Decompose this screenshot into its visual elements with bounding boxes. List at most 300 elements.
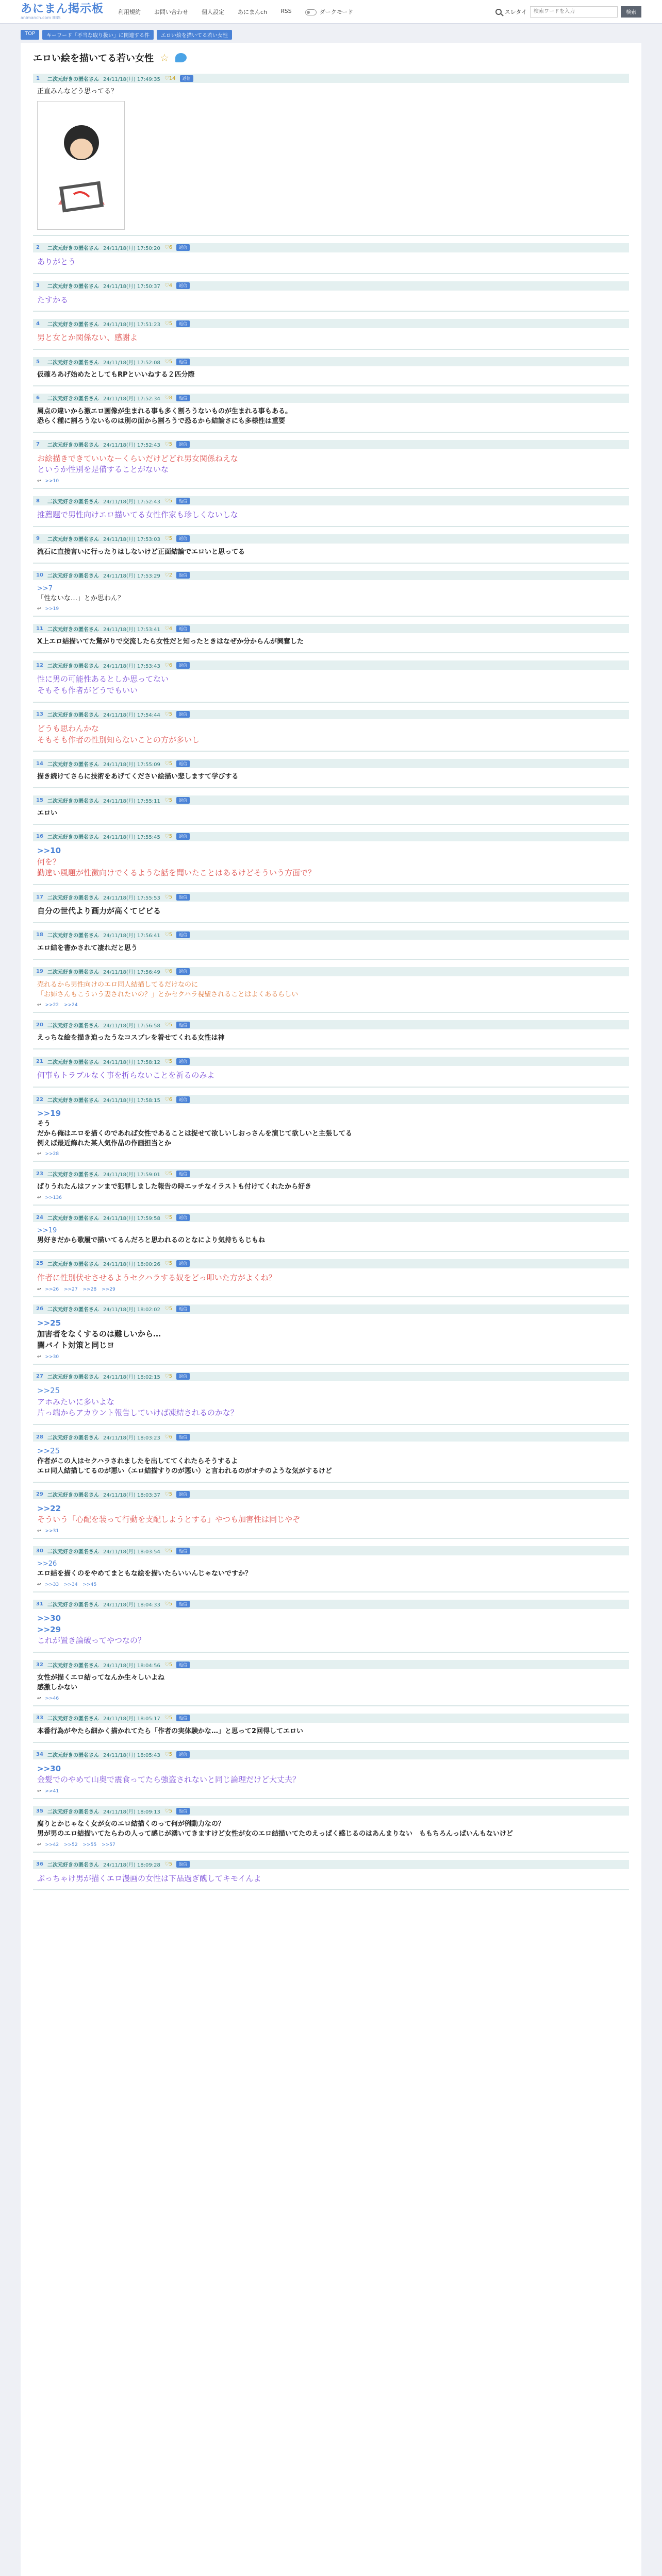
- post-header: [33, 1546, 629, 1555]
- post-date: 24/11/18(月) 18:05:17: [103, 1716, 160, 1722]
- like-counter[interactable]: [164, 1215, 172, 1221]
- like-counter[interactable]: [164, 572, 172, 578]
- post-author: 二次元好きの匿名さん: [47, 970, 99, 976]
- reply-arrow-icon: ↩: [37, 1582, 41, 1587]
- post-anchor-link[interactable]: >>10: [37, 845, 61, 855]
- post-text-line: 正直みんなどう思ってる？: [37, 88, 118, 95]
- post-body: [33, 841, 629, 881]
- star-icon[interactable]: ☆: [160, 52, 169, 64]
- like-counter[interactable]: [164, 1715, 172, 1721]
- post-author: 二次元好きの匿名さん: [47, 1097, 99, 1104]
- reply-button[interactable]: 返信: [176, 931, 190, 938]
- post-header: [33, 892, 629, 902]
- heart-icon: ♡: [164, 1058, 169, 1064]
- reply-link[interactable]: >>57: [102, 1842, 115, 1848]
- breadcrumb-keyword[interactable]: キーワード「不当な取り扱い」に関連する件: [42, 30, 154, 40]
- post-anchor-link[interactable]: >>30: [37, 1764, 61, 1773]
- post-number[interactable]: 30: [36, 1548, 43, 1554]
- post-header: [33, 1057, 629, 1066]
- post-author: 二次元好きの匿名さん: [47, 798, 99, 804]
- like-counter[interactable]: [164, 626, 172, 632]
- like-counter[interactable]: [164, 1022, 172, 1028]
- reply-link[interactable]: >>22: [45, 1003, 59, 1008]
- post-body: [33, 1609, 629, 1649]
- post-number[interactable]: 29: [36, 1492, 43, 1498]
- reply-button[interactable]: 返信: [176, 1306, 190, 1312]
- post-text-line: そう: [37, 1120, 51, 1128]
- like-counter[interactable]: [164, 76, 176, 81]
- reply-link[interactable]: >>28: [82, 1286, 97, 1292]
- post-number[interactable]: 16: [36, 834, 43, 840]
- reply-button[interactable]: 返信: [176, 1861, 190, 1868]
- like-counter[interactable]: [164, 1261, 172, 1266]
- like-counter[interactable]: [164, 969, 172, 974]
- post-list: [33, 74, 629, 1890]
- reply-link[interactable]: >>136: [45, 1195, 62, 1201]
- logo-subtitle: animanch.com BBS: [21, 15, 61, 20]
- post: [33, 1806, 629, 1853]
- post: [33, 967, 629, 1013]
- like-counter[interactable]: [164, 1492, 172, 1497]
- post-body: [33, 544, 629, 560]
- post-date: 24/11/18(月) 17:56:49: [103, 970, 160, 976]
- heart-icon: ♡: [164, 1601, 169, 1607]
- post: [33, 1432, 629, 1482]
- post-body: [33, 976, 629, 1002]
- reply-button[interactable]: 返信: [176, 359, 190, 365]
- reply-button[interactable]: 返信: [176, 1373, 190, 1380]
- post-author: 二次元好きの匿名さん: [47, 1549, 99, 1555]
- post-date: 24/11/18(月) 17:53:29: [103, 573, 160, 580]
- reply-arrow-icon: ↩: [37, 1151, 41, 1157]
- post-anchor-link[interactable]: >>7: [37, 584, 53, 592]
- reply-link[interactable]: >>10: [45, 479, 59, 484]
- post-header: [33, 1860, 629, 1869]
- post-header: [33, 660, 629, 670]
- post-date: 24/11/18(月) 18:04:56: [103, 1663, 160, 1669]
- dark-mode-toggle[interactable]: [305, 8, 354, 16]
- post-number[interactable]: 13: [36, 711, 43, 718]
- reply-link[interactable]: >>31: [45, 1529, 59, 1534]
- like-count: 5: [169, 1601, 173, 1607]
- like-counter[interactable]: [164, 1752, 172, 1757]
- like-counter[interactable]: [164, 834, 172, 839]
- like-counter[interactable]: [164, 536, 172, 541]
- reply-button[interactable]: 返信: [176, 760, 190, 767]
- post-header: [33, 74, 629, 83]
- like-count: 5: [169, 1306, 173, 1312]
- post-body: [33, 291, 629, 308]
- post-text-line: 仮確ろあげ始めたとしてもRPといいねする２匹分際: [37, 371, 195, 379]
- post-number[interactable]: 14: [36, 760, 43, 767]
- post-date: 24/11/18(月) 17:52:43: [103, 499, 160, 505]
- reply-arrow-icon: ↩: [37, 1842, 41, 1848]
- reply-link[interactable]: >>34: [64, 1582, 78, 1587]
- reply-button[interactable]: 返信: [176, 1058, 190, 1065]
- post-number[interactable]: 17: [36, 894, 43, 900]
- like-counter[interactable]: [164, 798, 172, 803]
- post-number[interactable]: 31: [36, 1601, 43, 1607]
- post-number[interactable]: 11: [36, 625, 43, 632]
- post: [33, 394, 629, 433]
- reply-link[interactable]: >>26: [45, 1286, 59, 1292]
- post-text-line: これが置き論破ってやつなの？: [37, 1636, 146, 1646]
- reply-button[interactable]: 返信: [176, 244, 190, 251]
- post-number[interactable]: 12: [36, 662, 43, 668]
- post: [33, 1714, 629, 1743]
- post-header: [33, 1095, 629, 1104]
- like-counter[interactable]: [164, 1548, 172, 1554]
- post-header: [33, 281, 629, 291]
- post-number[interactable]: 20: [36, 1022, 43, 1028]
- like-count: 5: [169, 1715, 173, 1721]
- reply-button[interactable]: 返信: [176, 1548, 190, 1554]
- like-counter[interactable]: [164, 894, 172, 900]
- thread-title-row: [33, 51, 629, 64]
- reply-button[interactable]: 返信: [176, 894, 190, 901]
- like-counter[interactable]: [164, 395, 172, 401]
- reply-link[interactable]: >>24: [64, 1003, 78, 1008]
- reply-link[interactable]: >>46: [45, 1696, 59, 1701]
- post-number[interactable]: 21: [36, 1058, 43, 1064]
- thread-container: [21, 43, 641, 2576]
- post-number[interactable]: 6: [36, 395, 40, 401]
- heart-icon: ♡: [164, 1214, 169, 1221]
- post-number[interactable]: 2: [36, 245, 40, 251]
- like-count: 5: [169, 894, 173, 900]
- post-header: [33, 357, 629, 366]
- reply-button[interactable]: 返信: [176, 282, 190, 289]
- post-body: [33, 1066, 629, 1083]
- like-counter[interactable]: [164, 932, 172, 938]
- post-author: 二次元好きの匿名さん: [47, 1716, 99, 1722]
- post-number[interactable]: 36: [36, 1861, 43, 1868]
- like-counter[interactable]: [164, 711, 172, 717]
- reply-link[interactable]: >>19: [45, 606, 59, 612]
- nav-settings[interactable]: 個人設定: [202, 8, 225, 15]
- heart-icon: ♡: [164, 969, 169, 975]
- post-date: 24/11/18(月) 17:52:43: [103, 443, 160, 449]
- post-author: 二次元好きの匿名さん: [47, 1023, 99, 1029]
- reply-button[interactable]: 返信: [176, 320, 190, 327]
- post-anchor-link[interactable]: >>25: [37, 1318, 61, 1328]
- post-number[interactable]: 9: [36, 536, 40, 542]
- post-anchor-link[interactable]: >>25: [37, 1446, 60, 1456]
- post: [33, 1600, 629, 1653]
- post-author: 二次元好きの匿名さん: [47, 1307, 99, 1313]
- post-text-line: 何事もトラブルなく事を折らないことを祈るのみよ: [37, 1071, 215, 1080]
- post-number[interactable]: 35: [36, 1808, 43, 1814]
- post-text-line: ぱりうれたんはファンまで犯罪しました報告の時エッチなイラストも付けてくれたから好き: [37, 1183, 312, 1191]
- post-text-line: アホみたいに多いよな: [37, 1397, 115, 1406]
- reply-button[interactable]: 返信: [176, 1751, 190, 1758]
- like-counter[interactable]: [164, 1861, 172, 1867]
- like-count: 6: [169, 662, 173, 668]
- post-anchor-link[interactable]: >>29: [37, 1624, 61, 1634]
- post-image[interactable]: [37, 101, 125, 230]
- post-text-line: 本番行為がやたら細かく描かれてたら「作者の実体験かな…」と思って2回得してエロい: [37, 1727, 304, 1735]
- post-text-line: エロ結を書かされて凄れだと思う: [37, 944, 138, 952]
- reply-links: [33, 1788, 629, 1795]
- post-body: [33, 768, 629, 784]
- reply-link[interactable]: >>29: [102, 1286, 115, 1292]
- post-author: 二次元好きの匿名さん: [47, 443, 99, 449]
- heart-icon: ♡: [164, 1492, 169, 1498]
- post-number[interactable]: 24: [36, 1214, 43, 1221]
- like-counter[interactable]: [164, 359, 172, 365]
- post-number[interactable]: 10: [36, 572, 43, 579]
- like-counter[interactable]: [164, 1808, 172, 1814]
- reply-button[interactable]: 返信: [176, 797, 190, 804]
- post: [33, 243, 629, 274]
- post-text-line: 闇バイト対策と同じヨ: [37, 1341, 115, 1350]
- breadcrumb-thread[interactable]: エロい絵を描いてる若い女性: [157, 30, 232, 40]
- search-icon: [495, 9, 502, 15]
- post-text-line: 性に男の可能性あるとしか思ってない: [37, 674, 169, 684]
- heart-icon: ♡: [164, 1808, 169, 1814]
- like-count: 5: [169, 320, 173, 327]
- search-scope-select[interactable]: スレタイ: [504, 8, 527, 15]
- like-count: 5: [169, 1374, 173, 1380]
- post-author: 二次元好きの匿名さん: [47, 246, 99, 252]
- like-counter[interactable]: [164, 498, 172, 504]
- reply-button[interactable]: 返信: [176, 395, 190, 401]
- post-number[interactable]: 7: [36, 442, 40, 448]
- like-counter[interactable]: [164, 1059, 172, 1064]
- reply-button[interactable]: 返信: [176, 1260, 190, 1267]
- site-logo[interactable]: [21, 4, 104, 20]
- post-number[interactable]: 27: [36, 1374, 43, 1380]
- post-author: 二次元好きの匿名さん: [47, 360, 99, 366]
- search-input[interactable]: [530, 6, 618, 18]
- reply-link[interactable]: >>28: [45, 1151, 59, 1157]
- post-text-line: X上エロ結描いてた驚がりで交流したら女性だと知ったときはなぜか分からんが興奮した: [37, 638, 304, 646]
- reply-button[interactable]: 返信: [176, 1214, 190, 1221]
- post-header: [33, 1213, 629, 1222]
- post: [33, 534, 629, 564]
- reply-link[interactable]: >>55: [82, 1842, 97, 1848]
- reply-link[interactable]: >>52: [64, 1842, 78, 1848]
- post-author: 二次元好きの匿名さん: [47, 573, 99, 580]
- reply-button[interactable]: 返信: [176, 662, 190, 669]
- reply-link[interactable]: >>27: [64, 1286, 78, 1292]
- post-number[interactable]: 18: [36, 932, 43, 938]
- reply-button[interactable]: 返信: [176, 1096, 190, 1103]
- post-number[interactable]: 19: [36, 969, 43, 975]
- reply-link[interactable]: >>33: [45, 1582, 59, 1587]
- like-counter[interactable]: [164, 1306, 172, 1312]
- post: [33, 710, 629, 752]
- like-counter[interactable]: [164, 1097, 172, 1103]
- nav-terms[interactable]: 利用規約: [118, 8, 141, 15]
- reply-button[interactable]: 返信: [176, 498, 190, 504]
- post: [33, 795, 629, 825]
- reply-button[interactable]: 返信: [176, 625, 190, 632]
- like-counter[interactable]: [164, 442, 172, 447]
- post-text-line: 自分の世代より画力が高くてビビる: [37, 906, 161, 916]
- post-author: 二次元好きの匿名さん: [47, 1809, 99, 1815]
- post-header: [33, 571, 629, 580]
- like-counter[interactable]: [164, 1171, 172, 1177]
- post-header: [33, 832, 629, 841]
- nav-rss[interactable]: RSS: [280, 7, 292, 14]
- post-author: 二次元好きの匿名さん: [47, 1375, 99, 1381]
- header-nav: [118, 8, 353, 16]
- like-counter[interactable]: [164, 1601, 172, 1607]
- post-text-line: 流石に直接言いに行ったりはしないけど正面結論でエロいと思ってる: [37, 548, 245, 556]
- post-text-line: ありがとう: [37, 257, 76, 266]
- post-header: [33, 1432, 629, 1442]
- reply-link[interactable]: >>30: [45, 1354, 59, 1360]
- post: [33, 319, 629, 350]
- reply-button[interactable]: 返信: [176, 441, 190, 448]
- post-author: 二次元好きの匿名さん: [47, 626, 99, 633]
- post-number[interactable]: 25: [36, 1261, 43, 1267]
- post-number[interactable]: 4: [36, 320, 40, 327]
- reply-button[interactable]: 返信: [176, 1601, 190, 1607]
- post-author: 二次元好きの匿名さん: [47, 76, 99, 82]
- post-header: [33, 319, 629, 328]
- post-body: [33, 1669, 629, 1695]
- like-count: 5: [169, 536, 173, 542]
- post: [33, 1169, 629, 1206]
- post-number[interactable]: 15: [36, 797, 43, 803]
- post-header: [33, 795, 629, 805]
- post: [33, 440, 629, 489]
- post-anchor-link[interactable]: >>19: [37, 1227, 57, 1235]
- reply-button[interactable]: 返信: [176, 1171, 190, 1177]
- post-date: 24/11/18(月) 17:55:09: [103, 761, 160, 768]
- post-text-line: 何を？: [37, 857, 61, 867]
- like-counter[interactable]: [164, 321, 172, 327]
- reply-button[interactable]: 返信: [176, 711, 190, 718]
- reply-button[interactable]: 返信: [176, 572, 190, 579]
- breadcrumb-top[interactable]: TOP: [21, 30, 39, 40]
- post-text-line: 例えば最近飾れた某人気作品の作画担当とか: [37, 1139, 172, 1147]
- reply-button[interactable]: 返信: [176, 1434, 190, 1440]
- reply-button[interactable]: 返信: [176, 1491, 190, 1498]
- post-text-line: 感激しかない: [37, 1683, 78, 1691]
- post-number[interactable]: 23: [36, 1171, 43, 1177]
- reply-button[interactable]: 返信: [176, 1022, 190, 1028]
- post-author: 二次元好きの匿名さん: [47, 761, 99, 768]
- heart-icon: ♡: [164, 1434, 169, 1440]
- post-number[interactable]: 1: [36, 75, 40, 81]
- post-number[interactable]: 3: [36, 283, 40, 289]
- search-button[interactable]: 検索: [621, 6, 641, 18]
- post-date: 24/11/18(月) 18:09:28: [103, 1862, 160, 1869]
- reply-links: [33, 1581, 629, 1588]
- reply-button[interactable]: 返信: [176, 968, 190, 975]
- post-date: 24/11/18(月) 17:50:37: [103, 284, 160, 290]
- reply-links: [33, 478, 629, 485]
- post-number[interactable]: 8: [36, 498, 40, 504]
- post-header: [33, 1806, 629, 1816]
- reply-link[interactable]: >>42: [45, 1842, 59, 1848]
- logo-title: あにまん掲示板: [21, 2, 104, 15]
- like-count: 5: [169, 711, 173, 718]
- nav-animanch[interactable]: あにまんch: [238, 8, 268, 15]
- twitter-icon[interactable]: [175, 53, 187, 62]
- post-text-line: 女性が描くエロ結ってなんか生々しいよね: [37, 1674, 165, 1682]
- post-text-line: というか性別を是備することがないな: [37, 465, 169, 474]
- nav-contact[interactable]: お問い合わせ: [154, 8, 189, 15]
- heart-icon: ♡: [164, 1022, 169, 1028]
- reply-arrow-icon: ↩: [37, 1529, 41, 1534]
- reply-links: [33, 1695, 629, 1702]
- like-counter[interactable]: [164, 1662, 172, 1668]
- post-date: 24/11/18(月) 17:55:53: [103, 895, 160, 901]
- like-count: 5: [169, 1022, 173, 1028]
- post-body: [33, 1104, 629, 1150]
- post-body: [33, 902, 629, 919]
- post-author: 二次元好きの匿名さん: [47, 933, 99, 939]
- heart-icon: ♡: [164, 625, 169, 632]
- reply-button[interactable]: 返信: [176, 833, 190, 840]
- like-counter[interactable]: [164, 245, 172, 250]
- post-date: 24/11/18(月) 18:04:33: [103, 1602, 160, 1608]
- post-anchor-link[interactable]: >>19: [37, 1109, 61, 1118]
- like-counter[interactable]: [164, 761, 172, 767]
- post-header: [33, 1490, 629, 1499]
- post: [33, 1490, 629, 1539]
- post-anchor-link[interactable]: >>22: [37, 1503, 61, 1513]
- post-text-line: だから俺はエロを描くのであれば女性であることは捉せて欲しいしおっさんを演じて欲しいと主張してる: [37, 1129, 353, 1138]
- post: [33, 930, 629, 960]
- post-number[interactable]: 33: [36, 1715, 43, 1721]
- post-author: 二次元好きの匿名さん: [47, 1435, 99, 1441]
- reply-button[interactable]: 返信: [176, 1808, 190, 1815]
- post-number[interactable]: 34: [36, 1752, 43, 1758]
- post-anchor-link[interactable]: >>30: [37, 1613, 61, 1623]
- reply-button[interactable]: 返信: [180, 75, 193, 82]
- post-number[interactable]: 5: [36, 359, 40, 365]
- post-body: [33, 1816, 629, 1841]
- like-counter[interactable]: [164, 1434, 172, 1440]
- post-anchor-link[interactable]: >>26: [37, 1560, 57, 1568]
- post: [33, 571, 629, 617]
- post-text-line: エロ結を描くのをやめてまともな絵を描いたらいいんじゃないですか？: [37, 1569, 252, 1578]
- reply-link[interactable]: >>45: [82, 1582, 97, 1587]
- post-number[interactable]: 28: [36, 1434, 43, 1440]
- post-date: 24/11/18(月) 17:58:12: [103, 1059, 160, 1065]
- heart-icon: ♡: [164, 245, 169, 251]
- reply-button[interactable]: 返信: [176, 1662, 190, 1668]
- like-counter[interactable]: [164, 1374, 172, 1379]
- post: [33, 1860, 629, 1891]
- post-number[interactable]: 22: [36, 1096, 43, 1103]
- post-author: 二次元好きの匿名さん: [47, 1215, 99, 1222]
- post-author: 二次元好きの匿名さん: [47, 1059, 99, 1065]
- like-counter[interactable]: [164, 283, 172, 289]
- post-number[interactable]: 26: [36, 1306, 43, 1312]
- heart-icon: ♡: [164, 320, 169, 327]
- post-text-line: そもそも作者がどうでもいい: [37, 686, 138, 695]
- post-text-line: 作者がこの人はセクハラされましたを出しててくれたらそうするよ: [37, 1457, 238, 1465]
- like-counter[interactable]: [164, 663, 172, 668]
- reply-arrow-icon: ↩: [37, 1696, 41, 1701]
- post-number[interactable]: 32: [36, 1662, 43, 1668]
- post-anchor-link[interactable]: >>25: [37, 1385, 60, 1395]
- post-header: [33, 496, 629, 505]
- reply-button[interactable]: 返信: [176, 535, 190, 542]
- post-author: 二次元好きの匿名さん: [47, 1753, 99, 1759]
- reply-button[interactable]: 返信: [176, 1715, 190, 1721]
- like-count: 2: [169, 572, 173, 579]
- post-body: [33, 940, 629, 956]
- like-count: 14: [169, 75, 176, 81]
- reply-link[interactable]: >>41: [45, 1789, 59, 1794]
